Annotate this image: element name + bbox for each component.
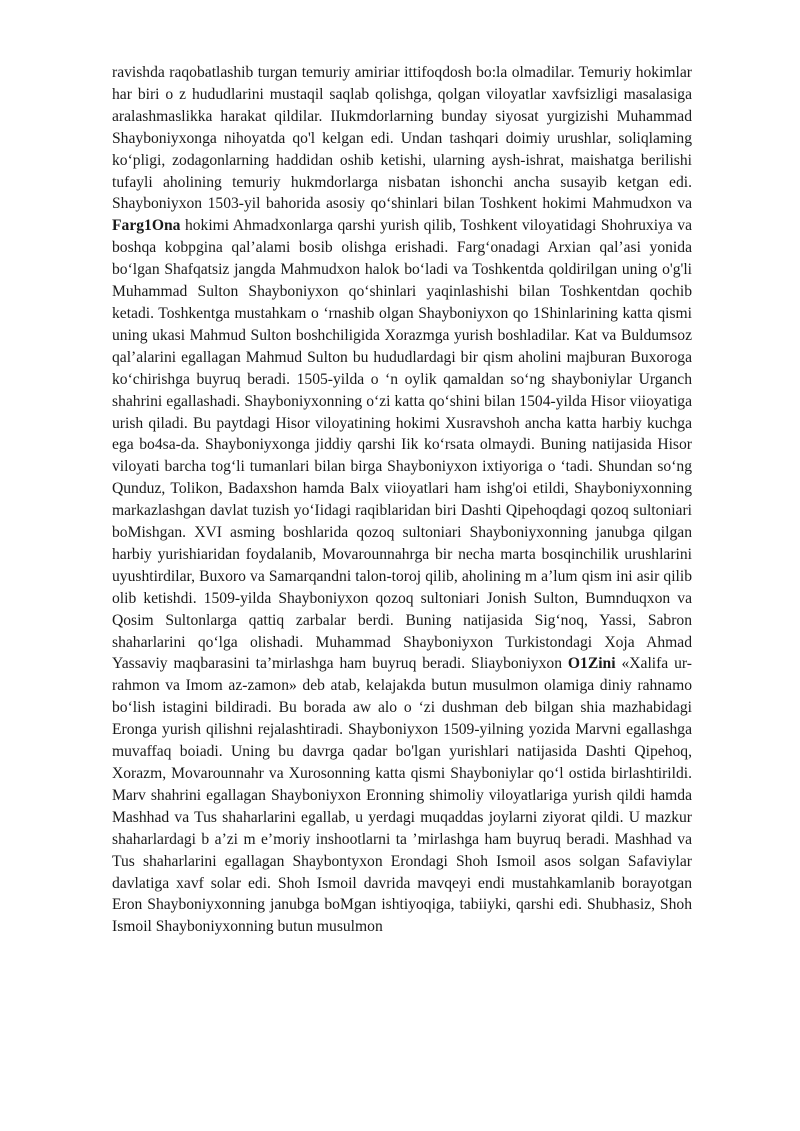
bold-text-run: O1Zini: [567, 655, 616, 673]
document-page: [112, 62, 692, 938]
text-run: «Xalifa ur-rahmon va Imom az-zamon» deb atab, kelajakda butun musulmon olamiga diniy rahnamo bo‘lish istagini bildiradi. Bu borada aw alo o ‘zi dushman deb bilgan shia mazhabidagi Eronga yurish qilishni rejalashtiradi. Shayboniyxon 1509-yilning yozida Marvni egallashga muvaffaq boiadi. Uning bu davrga qadar bo'lgan yurishlari natijasida Dashti Qipehoq, Xorazm, Movarounnahr va Xurosonning katta qismi Shayboniylar qo‘l ostida birlashtirildi. Marv shahrini egallagan Shayboniyxon Eronning shimoliy viloyatlariga yurish qildi hamda Mashhad va Tus shaharlarini egallab, u yerdagi muqaddas joylarni ziyorat qildi. U mazkur shaharlardagi b a’zi m e’moriy inshootlarni ta ’mirlashga ham buyruq beradi. Mashhad va Tus shaharlarini egallagan Shaybontyxon Erondagi Shoh Ismoil asos solgan Safaviylar davlatiga xavf solar edi. Shoh Ismoil davrida mavqeyi endi mustahkamlanib borayotgan Eron Shayboniyxonning janubga boMgan ishtiyoqiga, tabiiyki, qarshi edi. Shubhasiz, Shoh Ismoil Shayboniyxonning butun musulmon: [112, 655, 692, 936]
bold-text-run: Farg1Ona: [112, 217, 181, 235]
text-run: ravishda raqobatlashib turgan temuriy amiriar ittifoqdosh bo:la olmadilar. Temuriy hokimlar har biri o z hududlarini mustaqil saqlab qolishga, qolgan viloyatlar xavfsizligi masalasiga aralashmaslikka harakat qildilar. IIukmdorlarning bunday siyosat yurgizishi Muhammad Shayboniyxonga nihoyatda qo'l kelgan edi. Undan tashqari doimiy urushlar, soliqlaming ko‘pligi, zodagonlarning haddidan oshib ketishi, ularning aysh-ishrat, maishatga berilishi tufayli aholining temuriy hukmdorlarga nisbatan ishonchi ancha susayib ketgan edi. Shayboniyxon 1503-yil bahorida asosiy qo‘shinlari bilan Toshkent hokimi Mahmudxon va: [112, 64, 692, 213]
text-run: hokimi Ahmadxonlarga qarshi yurish qilib, Toshkent viloyatidagi Shohruxiya va boshqa kobpgina qal’alami bosib olishga erishadi. Farg‘onadagi Arxian qal’asi yonida bo‘lgan Shafqatsiz jangda Mahmudxon halok bo‘ladi va Toshkentda qoldirilgan uning o'g'li Muhammad Sulton Shayboniyxon qo‘shinlari yaqinlashishi bilan Toshkentdan qochib ketadi. Toshkentga mustahkam o ‘rnashib olgan Shayboniyxon qo 1Shinlarining katta qismi uning ukasi Mahmud Sulton boshchiligida Xorazmga yurish boshladilar. Kat va Buldumsoz qal’alarini egallagan Mahmud Sulton bu hududlardagi bir qism aholini majburan Buxoroga ko‘chirishga buyruq beradi. 1505-yilda o ‘n oylik qamaldan so‘ng shayboniylar Urganch shahrini egallashadi. Shayboniyxonning o‘zi katta qo‘shini bilan 1504-yilda Hisor viioyatiga urish qiladi. Bu paytdagi Hisor viloyatining hokimi Xusravshoh ancha katta harbiy kuchga ega bo4sa-da. Shayboniyxonga jiddiy qarshi Iik ko‘rsata olmaydi. Buning natijasida Hisor viloyati barcha tog‘li tumanlari bilan birga Shayboniyxon ixtiyoriga o ‘tadi. Shundan so‘ng Qunduz, Tolikon, Badaxshon hamda Balx viioyatlari ham ishg'oi etildi, Shayboniyxonning markazlashgan davlat tuzish yo‘Iidagi raqiblaridan biri Dashti Qipehoqdagi qozoq sultoniari boMishgan. XVI asming boshlarida qozoq sultoniari Shayboniyxonning janubga qilgan harbiy yurishiaridan foydalanib, Movarounnahrga bir necha marta bosqinchilik urushlarini uyushtirdilar, Buxoro va Samarqandni talon-toroj qilib, aholining m a’lum qism ini asir qilib olib ketishdi. 1509-yilda Shayboniyxon qozoq sultoniari Jonish Sulton, Bumnduqxon va Qosim Sultonlarga qattiq zarbalar berdi. Buning natijasida Sig‘noq, Yassi, Sabron shaharlarini qo‘lga olishadi. Muhammad Shayboniyxon Turkistondagi Xoja Ahmad Yassaviy maqbarasini ta’mirlashga ham buyruq beradi. Sliayboniyxon: [112, 217, 692, 673]
body-paragraph: [112, 62, 692, 938]
